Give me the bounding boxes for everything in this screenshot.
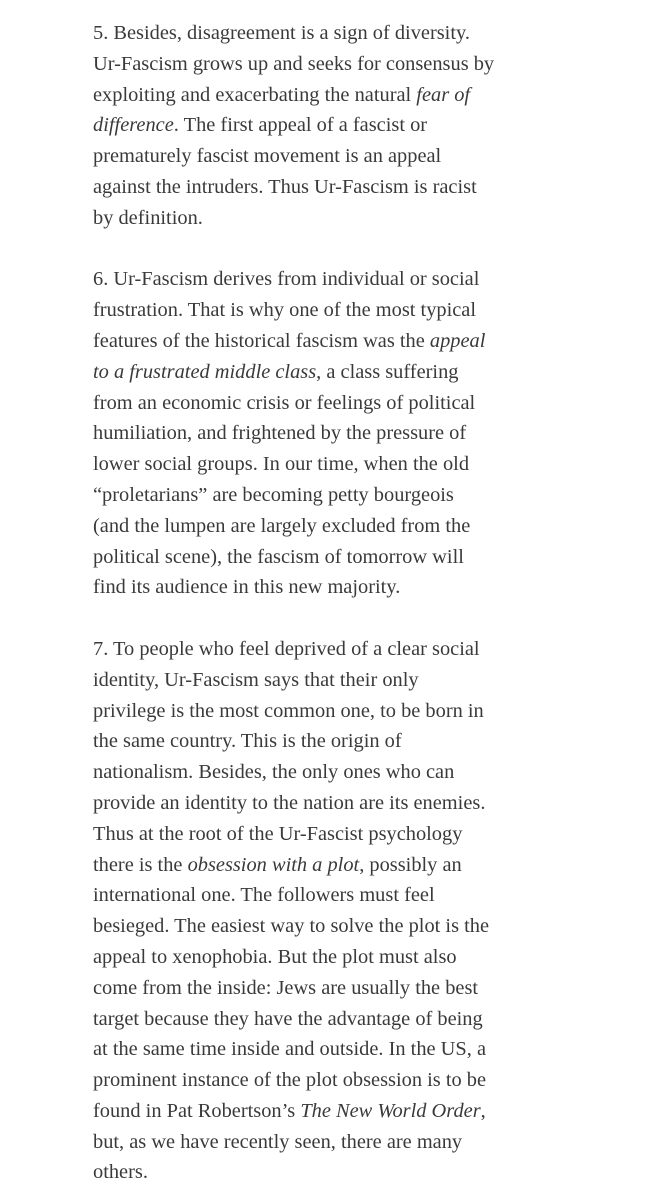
text-segment: 5. Besides, disagreement is a sign of diversity.: [93, 22, 470, 44]
text-segment: target because they have the advantage of being: [93, 1007, 483, 1030]
text-line: [93, 696, 633, 727]
text-segment: at the same time inside and outside. In the US, a: [93, 1038, 486, 1061]
text-line: [93, 388, 633, 419]
text-line: [93, 1157, 633, 1188]
text-line: [93, 819, 633, 850]
text-segment: “proletarians” are becoming petty bourgeois: [93, 483, 454, 506]
text-line: [93, 418, 633, 449]
italic-text: to a frustrated middle class: [93, 360, 317, 383]
text-line: [93, 295, 633, 326]
text-line: [93, 757, 633, 788]
text-segment: provide an identity to the nation are its enemies.: [93, 791, 486, 814]
italic-text: fear of: [416, 83, 471, 106]
text-line: [93, 1127, 633, 1158]
text-line: [93, 480, 633, 511]
text-segment: exploiting and exacerbating the natural: [93, 83, 417, 106]
text-line: [93, 973, 633, 1004]
text-line: [93, 911, 633, 942]
text-segment: there is the: [93, 853, 188, 876]
text-segment: , possibly an: [359, 853, 462, 876]
text-line: [93, 172, 633, 203]
text-line: [93, 1065, 633, 1096]
text-segment: Thus at the root of the Ur-Fascist psychology: [93, 822, 463, 845]
text-segment: 6. Ur-Fascism derives from individual or social: [93, 268, 480, 291]
text-segment: 7. To people who feel deprived of a clear social: [93, 637, 480, 660]
italic-text: difference: [93, 114, 174, 137]
text-segment: identity, Ur-Fascism says that their only: [93, 668, 419, 691]
document-page: [93, 18, 633, 1188]
text-segment: appeal to xenophobia. But the plot must also: [93, 945, 457, 968]
text-segment: but, as we have recently seen, there are many: [93, 1130, 463, 1153]
text-segment: by definition.: [93, 206, 203, 229]
italic-text: The New World Order: [300, 1099, 481, 1122]
text-segment: (and the lumpen are largely excluded from the: [93, 514, 471, 537]
text-segment: the same country. This is the origin of: [93, 730, 402, 753]
text-line: [93, 326, 633, 357]
text-segment: international one. The followers must feel: [93, 884, 435, 907]
paragraph-6: [93, 264, 633, 603]
italic-text: appeal: [429, 329, 486, 352]
text-segment: nationalism. Besides, the only ones who can: [93, 761, 455, 784]
text-segment: political scene), the fascism of tomorrow will: [93, 545, 464, 568]
text-line: [93, 449, 633, 480]
paragraph-7: [93, 634, 633, 1188]
text-segment: features of the historical fascism was the: [93, 329, 430, 352]
text-segment: find its audience in this new majority.: [93, 576, 401, 599]
text-line: [93, 942, 633, 973]
text-segment: prematurely fascist movement is an appeal: [93, 145, 442, 168]
text-segment: humiliation, and frightened by the pressure of: [93, 422, 467, 445]
text-segment: others.: [93, 1161, 148, 1184]
text-line: [93, 1004, 633, 1035]
text-line: [93, 49, 633, 80]
text-line: [93, 264, 633, 295]
text-segment: come from the inside: Jews are usually the best: [93, 976, 479, 999]
text-line: [93, 788, 633, 819]
text-segment: found in Pat Robertson’s: [93, 1099, 301, 1122]
text-segment: against the intruders. Thus Ur-Fascism is racist: [93, 175, 477, 198]
text-segment: ,: [480, 1099, 486, 1122]
text-segment: lower social groups. In our time, when the old: [93, 453, 470, 476]
text-line: [93, 1034, 633, 1065]
text-line: [93, 18, 633, 49]
text-line: [93, 80, 633, 111]
text-line: [93, 850, 633, 881]
text-segment: prominent instance of the plot obsession is to be: [93, 1069, 487, 1092]
text-segment: besieged. The easiest way to solve the plot is the: [93, 915, 490, 938]
text-line: [93, 572, 633, 603]
text-segment: frustration. That is why one of the most typical: [93, 299, 477, 322]
text-line: [93, 110, 633, 141]
text-line: [93, 141, 633, 172]
text-line: [93, 1096, 633, 1127]
paragraph-5: [93, 18, 633, 234]
text-segment: . The first appeal of a fascist or: [173, 114, 428, 137]
text-line: [93, 726, 633, 757]
text-segment: , a class suffering: [316, 360, 459, 383]
text-line: [93, 880, 633, 911]
text-segment: privilege is the most common one, to be born in: [93, 699, 484, 722]
text-line: [93, 634, 633, 665]
text-segment: from an economic crisis or feelings of political: [93, 391, 476, 414]
text-line: [93, 357, 633, 388]
italic-text: obsession with a plot: [187, 853, 360, 876]
text-line: [93, 542, 633, 573]
text-segment: Ur-Fascism grows up and seeks for consensus by: [93, 52, 495, 75]
text-line: [93, 511, 633, 542]
text-line: [93, 203, 633, 234]
text-line: [93, 665, 633, 696]
